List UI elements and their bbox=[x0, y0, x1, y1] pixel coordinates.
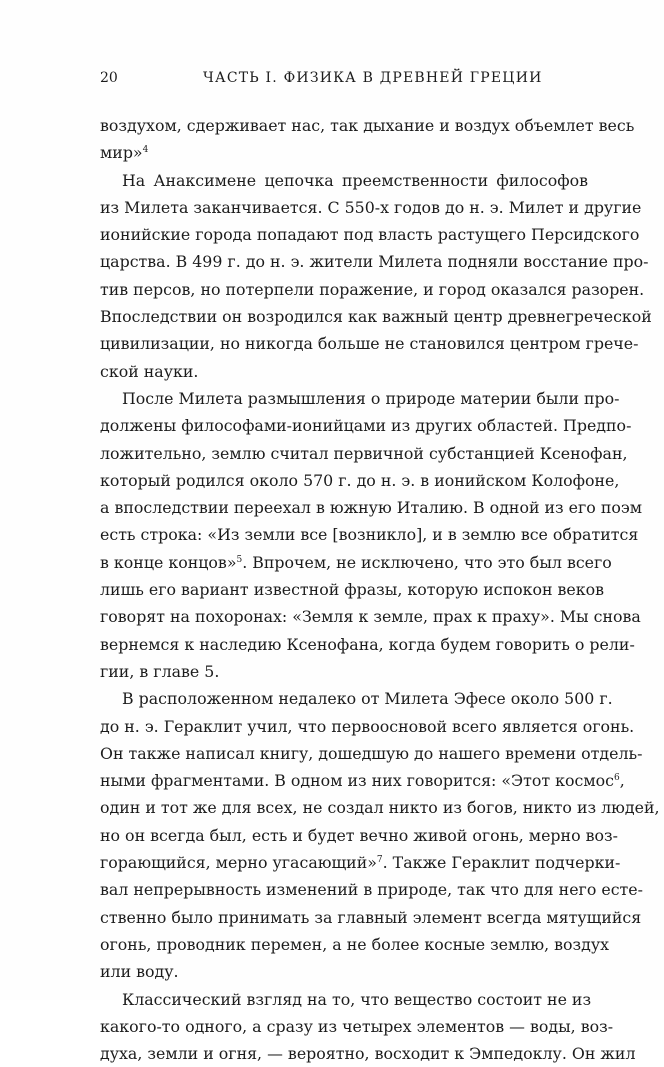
footnote-ref: 5 bbox=[236, 554, 243, 565]
text-line: вал непрерывность изменений в природе, так что для него есте- bbox=[100, 880, 643, 900]
footnote-ref: 4 bbox=[142, 145, 149, 156]
body-text bbox=[100, 112, 660, 1067]
text-line: воздухом, сдерживает нас, так дыхание и воздух объемлет весь bbox=[100, 116, 635, 135]
text-line: который родился около 570 г. до н. э. в ионийском Колофоне, bbox=[100, 470, 620, 490]
text-line: или воду. bbox=[100, 962, 179, 982]
text-line: На Анаксимене цепочка преемственности философов bbox=[122, 170, 588, 190]
text-line: царства. В 499 г. до н. э. жители Милета подняли восстание про- bbox=[100, 252, 649, 272]
chapter-title: ЧАСТЬ I. ФИЗИКА В ДРЕВНЕЙ ГРЕЦИИ bbox=[203, 70, 543, 86]
footnote-ref: 7 bbox=[376, 855, 383, 866]
text-line: ионийские города попадают под власть растущего Персидского bbox=[100, 225, 640, 245]
text-line: говорят на похоронах: «Земля к земле, прах к праху». Мы снова bbox=[100, 607, 641, 627]
text-line: Он также написал книгу, дошедшую до нашего времени отдель- bbox=[100, 743, 643, 763]
text-line: гии, в главе 5. bbox=[100, 661, 220, 681]
text-line: до н. э. Гераклит учил, что первоосновой всего является огонь. bbox=[100, 716, 635, 736]
text-line: горающийся, мерно угасающий»$^7$. Также Гераклит подчерки- bbox=[100, 853, 621, 873]
text-line: В расположенном недалеко от Милета Эфесе около 500 г. bbox=[122, 689, 613, 709]
text-line: После Милета размышления о природе материи были про- bbox=[122, 388, 620, 408]
text-line: в конце концов»$^5$. Впрочем, не исключено, что это был всего bbox=[100, 552, 612, 572]
text-line: Классический взгляд на то, что вещество состоит не из bbox=[122, 989, 592, 1009]
footnote-ref: 6 bbox=[614, 773, 620, 784]
text-line: один и тот же для всех, не создал никто из богов, никто из людей, bbox=[100, 798, 660, 818]
text-line: какого-то одного, а сразу из четырех элементов — воды, воз- bbox=[100, 1016, 614, 1036]
text-line: ственно было принимать за главный элемент всегда мятущийся bbox=[100, 907, 642, 927]
text-line: но он всегда был, есть и будет вечно живой огонь, мерно воз- bbox=[100, 825, 618, 845]
text-line: мир»$^4$ bbox=[100, 143, 149, 163]
text-line: а впоследствии переехал в южную Италию. В одной из его поэм bbox=[100, 498, 642, 518]
text-line: духа, земли и огня, — вероятно, восходит к Эмпедоклу. Он жил bbox=[100, 1044, 636, 1064]
text-line: лишь его вариант известной фразы, которую испокон веков bbox=[100, 580, 605, 600]
text-line: из Милета заканчивается. С 550-х годов до н. э. Милет и другие bbox=[100, 197, 642, 217]
running-head bbox=[100, 68, 588, 88]
text-line: Впоследствии он возродился как важный центр древнегреческой bbox=[100, 307, 652, 327]
text-line: огонь, проводник перемен, а не более косные землю, воздух bbox=[100, 934, 610, 954]
text-line: должены философами-ионийцами из других областей. Предпо- bbox=[100, 416, 632, 436]
text-line: вернемся к наследию Ксенофана, когда будем говорить о рели- bbox=[100, 634, 635, 654]
text-line: ложительно, землю считал первичной субстанцией Ксенофан, bbox=[100, 443, 628, 463]
text-line: есть строка: «Из земли все [возникло], и в землю все обратится bbox=[100, 525, 639, 545]
text-line: ными фрагментами. В одном из них говорится: «Этот космос$^6$, bbox=[100, 771, 625, 791]
page-number: 20 bbox=[100, 70, 118, 86]
text-line: тив персов, но потерпели поражение, и город оказался разорен. bbox=[100, 279, 645, 299]
text-line: цивилизации, но никогда больше не становился центром грече- bbox=[100, 334, 639, 354]
text-line: ской науки. bbox=[100, 361, 199, 381]
